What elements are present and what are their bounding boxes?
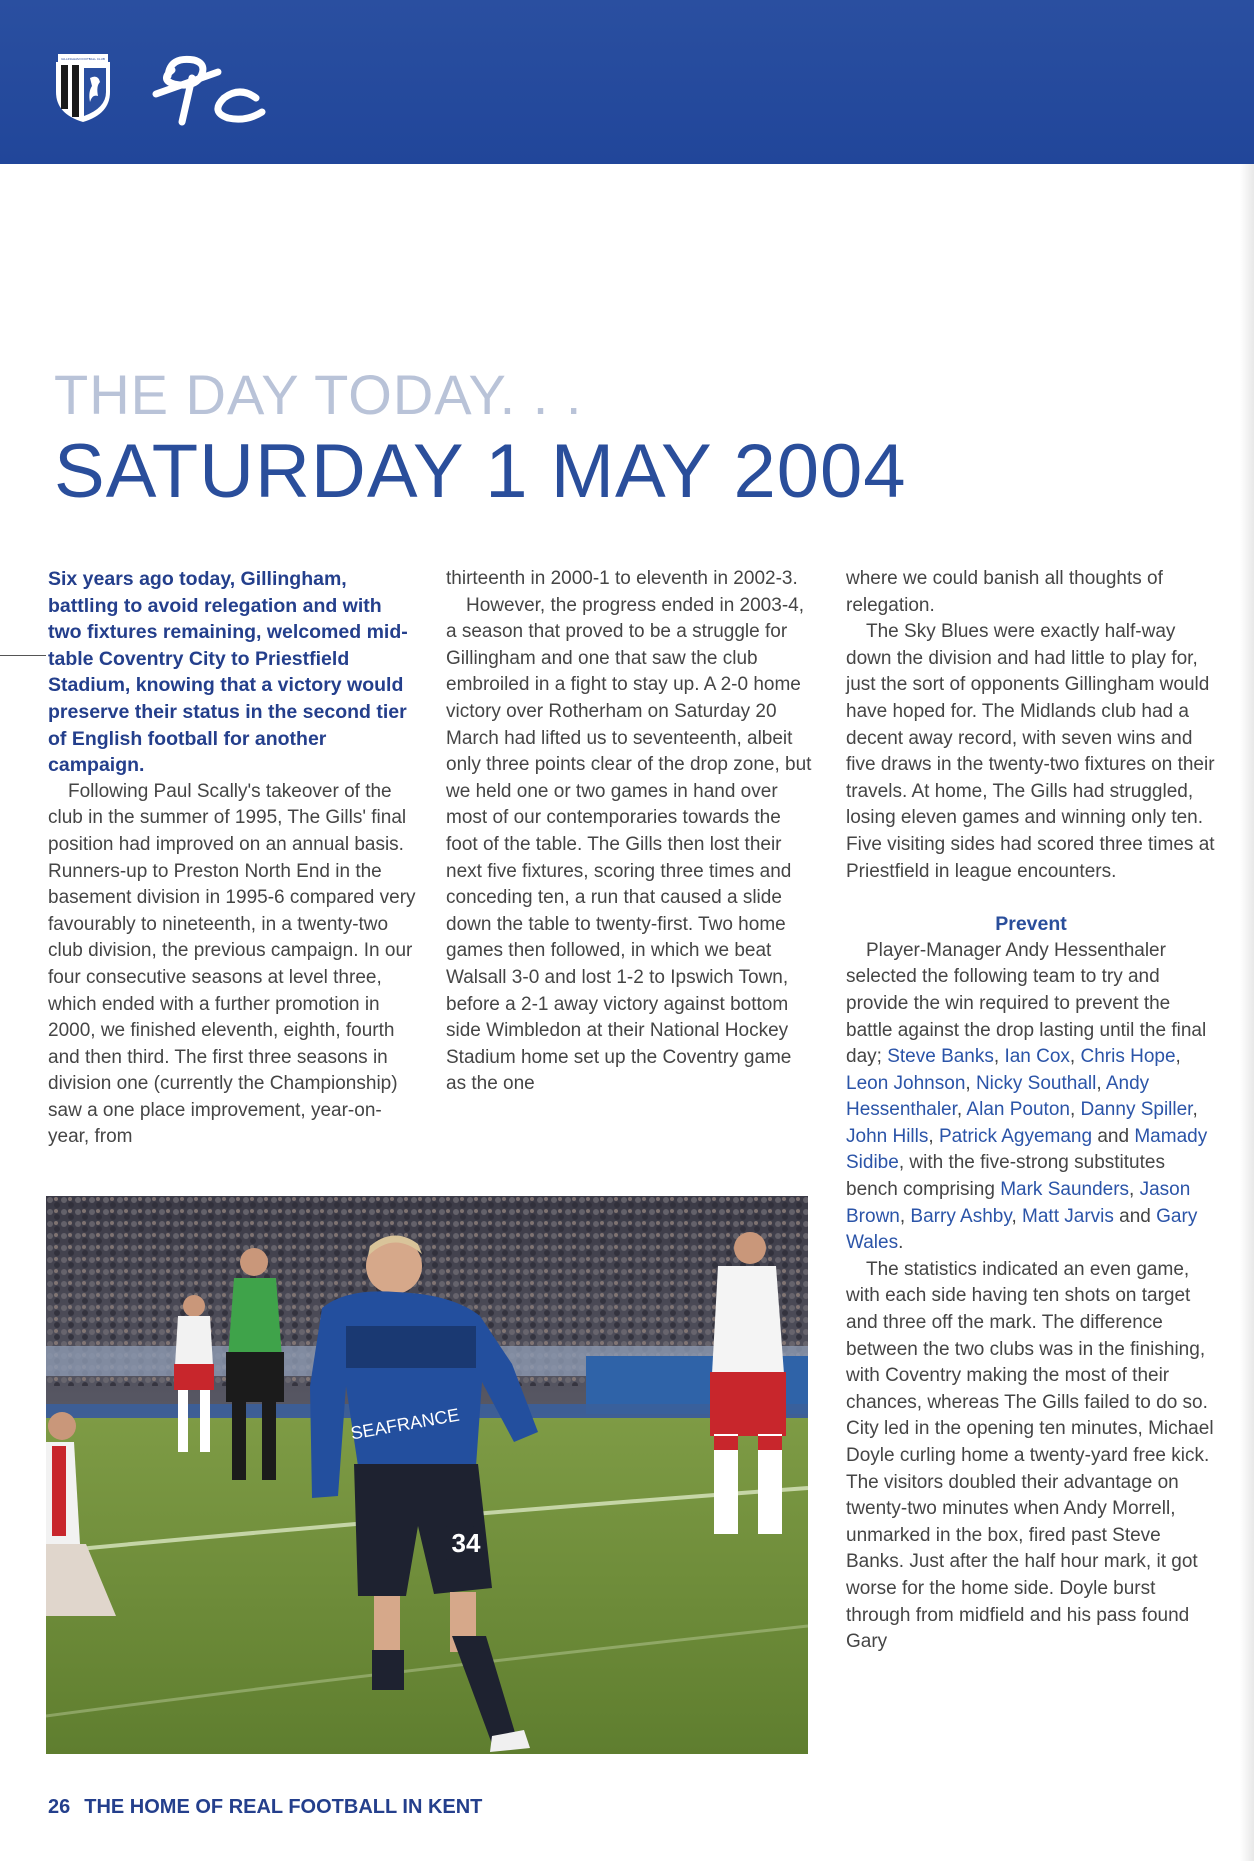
article-paragraph: The Sky Blues were exactly half-way down the division and had little to play for, just the sort of opponents Gillingham would have hoped for. The Midlands club had a decent away record, with seven wins and five draws in the twenty-two fixtures on their travels. At home, The Gills had struggled, losing eleven games and winning only ten. Five visiting sides had scored three times at Priestfield in league encounters. <box>846 621 1215 882</box>
player-name: Barry Ashby <box>910 1205 1012 1227</box>
crest-text: GILLINGHAM FOOTBALL CLUB <box>61 57 105 61</box>
player-name: Gary Wales <box>846 1205 1198 1254</box>
player-name: Nicky Southall <box>975 1072 1097 1094</box>
gillingham-crest-icon <box>54 52 112 124</box>
article-kicker: THE DAY TODAY. . . <box>54 363 583 426</box>
player-name: Jason Brown <box>846 1179 1191 1227</box>
player-name: Mark Saunders <box>1000 1179 1130 1201</box>
footer-tagline: THE HOME OF REAL FOOTBALL IN KENT <box>84 1796 483 1818</box>
player-list: Steve Banks, Ian Cox, Chris Hope, Leon Johnson, Nicky Southall, Andy Hessenthaler, Alan Pouton, Danny Spiller, John Hills, Patrick Agyemang and Mamady Sidibe, <box>846 1046 1208 1174</box>
shirt-sponsor: SEAFRANCE <box>349 1404 461 1444</box>
player-name: Mamady Sidibe <box>846 1125 1208 1174</box>
player-name: Ian Cox <box>1004 1046 1070 1068</box>
player-name: Patrick Agyemang <box>938 1125 1093 1147</box>
article-paragraph: Following Paul Scally's takeover of the club in the summer of 1995, The Gills' final position had improved on an annual basis. Runners-up to Preston North End in the basement division in 1995-6 compared very favourably to nineteenth, in a twenty-two club division, the previous campaign. In our four consecutive seasons at level three, which ended with a further promotion in 2000, we finished eleventh, eighth, fourth and then third. The first three seasons in division one (currently the Championship) saw a one place improvement, year-on-year, from <box>48 780 416 1148</box>
player-name: Alan Pouton <box>966 1099 1070 1121</box>
article-intro: Six years ago today, Gillingham, battling to avoid relegation and with two fixtures remaining, welcomed mid-table Coventry City to Priestfield Stadium, knowing that a victory would preserve their status in the second tier of English football for another campaign. <box>48 568 408 777</box>
margin-rule <box>0 655 46 656</box>
player-name: Andy Hessenthaler <box>846 1072 1150 1121</box>
article-column-3 <box>846 566 1216 1656</box>
article-paragraph: where we could banish all thoughts of relegation. <box>846 568 1163 616</box>
subs-intro-text: with the five-strong substitutes bench comprising <box>846 1152 1165 1201</box>
page-footer <box>48 1796 482 1819</box>
subs-list: Mark Saunders, Jason Brown, Barry Ashby, Matt Jarvis and Gary Wales. <box>846 1179 1198 1254</box>
player-name: Steve Banks <box>887 1046 994 1068</box>
team-intro-text: Player-Manager Andy Hessenthaler selected the following team to try and provide the win required to prevent the battle against the drop lasting until the final day; <box>846 939 1207 1068</box>
player-name: Leon Johnson <box>846 1072 966 1094</box>
match-photo <box>46 1196 808 1754</box>
section-subhead: Prevent <box>995 913 1067 936</box>
article-paragraph: thirteenth in 2000-1 to eleventh in 2002-3. <box>446 568 798 589</box>
page-number: 26 <box>48 1796 71 1818</box>
article-column-1 <box>48 566 418 1151</box>
player-name: John Hills <box>846 1125 929 1147</box>
scan-edge <box>1240 164 1254 1861</box>
article-paragraph: However, the progress ended in 2003-4, a season that proved to be a struggle for Gillingham and one that saw the club embroiled in a fight to stay up. A 2-0 home victory over Rotherham on Saturday 20 March had lifted us to seventeenth, albeit only three points clear of the drop zone, but we held one or two games in hand over most of our contemporaries towards the foot of the table. The Gills then lost their next five fixtures, scoring three times and conceding ten, a run that caused a slide down the table to twenty-first. Two home games then followed, in which we beat Walsall 3-0 and lost 1-2 to Ipswich Town, before a 2-1 away victory against bottom side Wimbledon at their National Hockey Stadium home set up the Coventry game as the one <box>446 594 812 1095</box>
article-column-2 <box>446 566 816 1098</box>
player-name: Matt Jarvis <box>1022 1205 1114 1227</box>
article-headline: SATURDAY 1 MAY 2004 <box>54 429 907 514</box>
shirt-number: 34 <box>451 1528 481 1558</box>
header-banner <box>0 0 1254 164</box>
gfc-monogram-icon <box>148 48 268 132</box>
team-selection-paragraph <box>846 938 1216 1257</box>
player-name: Danny Spiller <box>1080 1099 1193 1121</box>
player-name: Chris Hope <box>1080 1046 1176 1068</box>
article-paragraph: The statistics indicated an even game, with each side having ten shots on target and three off the mark. The difference between the two clubs was in the finishing, with Coventry making the most of their chances, whereas The Gills failed to do so. City led in the opening ten minutes, Michael Doyle curling home a twenty-yard free kick. The visitors doubled their advantage on twenty-two minutes when Andy Morrell, unmarked in the box, fired past Steve Banks. Just after the half hour mark, it got worse for the home side. Doyle burst through from midfield and his pass found Gary <box>846 1258 1214 1653</box>
